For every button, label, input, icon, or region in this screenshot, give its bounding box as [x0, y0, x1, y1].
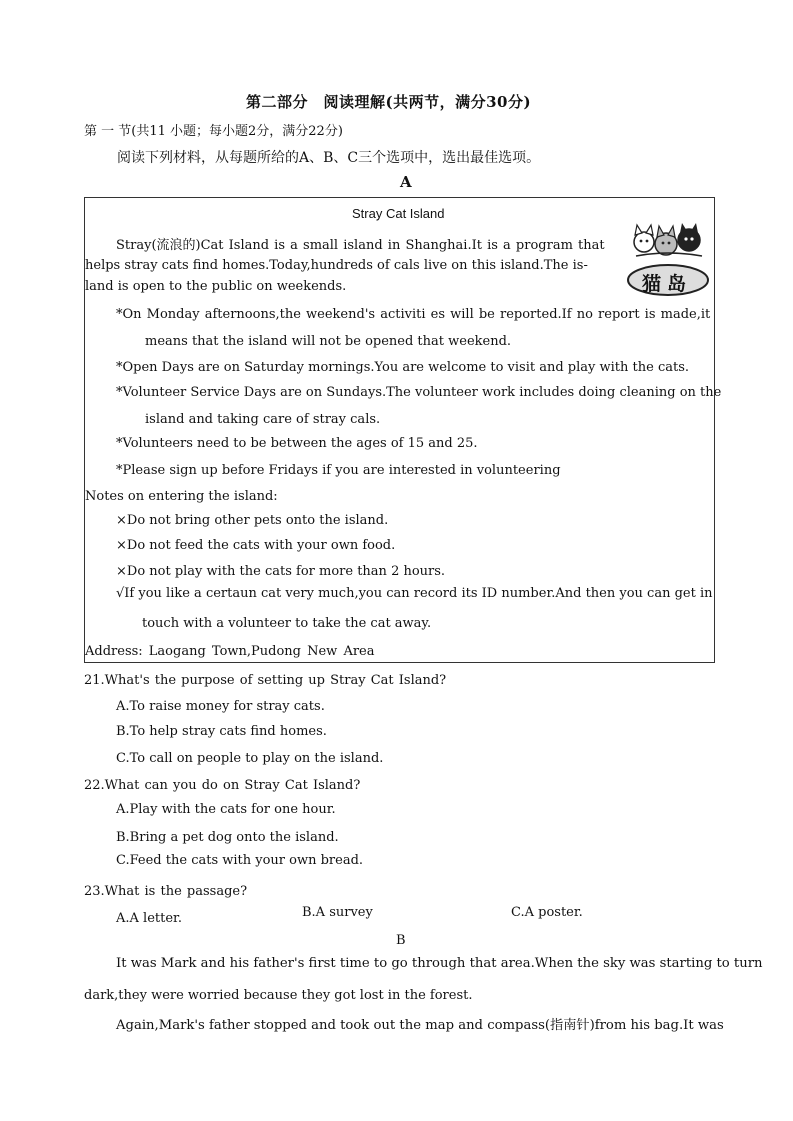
question-23-option-b: B.A survey	[302, 905, 373, 920]
passage-b-line-3: Again,Mark's father stopped and took out the map and compass(指南针)from his bag.It was	[116, 1018, 724, 1033]
rule-1: *On Monday afternoons,the weekend's activiti es will be reported.If no report is made,it	[116, 307, 711, 322]
question-22-stem: 22.What can you do on Stray Cat Island?	[84, 778, 361, 793]
part-title: 第二部分 阅读理解(共两节，满分30分)	[246, 93, 532, 111]
question-22-option-c: C.Feed the cats with your own bread.	[116, 853, 364, 868]
rule-5: *Please sign up before Fridays if you are interested in volunteering	[116, 463, 561, 478]
question-21-option-b: B.To help stray cats find homes.	[116, 724, 327, 739]
passage-a-title: Stray Cat Island	[352, 206, 445, 221]
intro-line-2: helps stray cats find homes.Today,hundreds of cals live on this island.The is-	[85, 258, 588, 273]
intro-line-1: Stray(流浪的)Cat Island is a small island in Shanghai.It is a program that	[116, 238, 605, 253]
note-3: ×Do not play with the cats for more than 2 hours.	[116, 564, 446, 579]
note-4-cont: touch with a volunteer to take the cat away.	[142, 616, 432, 631]
instruction-text: 阅读下列材料，从每题所给的A、B、C三个选项中，选出最佳选项。	[117, 150, 541, 166]
intro-line-3: land is open to the public on weekends.	[85, 279, 347, 294]
note-1: ×Do not bring other pets onto the island.	[116, 513, 389, 528]
rule-1-cont: means that the island will not be opened that weekend.	[145, 334, 512, 349]
address: Address: Laogang Town,Pudong New Area	[85, 644, 375, 659]
question-23-stem: 23.What is the passage?	[84, 884, 248, 899]
notes-heading: Notes on entering the island:	[85, 489, 278, 504]
cat-island-logo	[622, 222, 714, 302]
question-23-option-a: A.A letter.	[116, 911, 182, 926]
passage-b-label: B	[396, 933, 406, 948]
question-22-option-a: A.Play with the cats for one hour.	[116, 802, 336, 817]
rule-3-cont: island and taking care of stray cals.	[145, 412, 381, 427]
passage-b-line-2: dark,they were worried because they got lost in the forest.	[84, 988, 473, 1003]
rule-4: *Volunteers need to be between the ages of 15 and 25.	[116, 436, 478, 451]
rule-3: *Volunteer Service Days are on Sundays.The volunteer work includes doing cleaning on the	[116, 385, 722, 400]
question-21-option-c: C.To call on people to play on the island.	[116, 751, 384, 766]
question-21-option-a: A.To raise money for stray cats.	[116, 699, 325, 714]
question-23-option-c: C.A poster.	[511, 905, 583, 920]
section-line: 第 一 节(共11 小题；每小题2分，满分22分)	[84, 124, 343, 139]
note-2: ×Do not feed the cats with your own food.	[116, 538, 396, 553]
note-4: √If you like a certaun cat very much,you can record its ID number.And then you can get in	[116, 586, 713, 601]
passage-a-label: A	[400, 173, 412, 191]
question-21-stem: 21.What's the purpose of setting up Stray Cat Island?	[84, 673, 447, 688]
rule-2: *Open Days are on Saturday mornings.You are welcome to visit and play with the cats.	[116, 360, 689, 375]
logo-text: 猫岛	[642, 273, 693, 295]
question-22-option-b: B.Bring a pet dog onto the island.	[116, 830, 339, 845]
passage-b-line-1: It was Mark and his father's first time to go through that area.When the sky was starting to turn	[116, 956, 763, 971]
